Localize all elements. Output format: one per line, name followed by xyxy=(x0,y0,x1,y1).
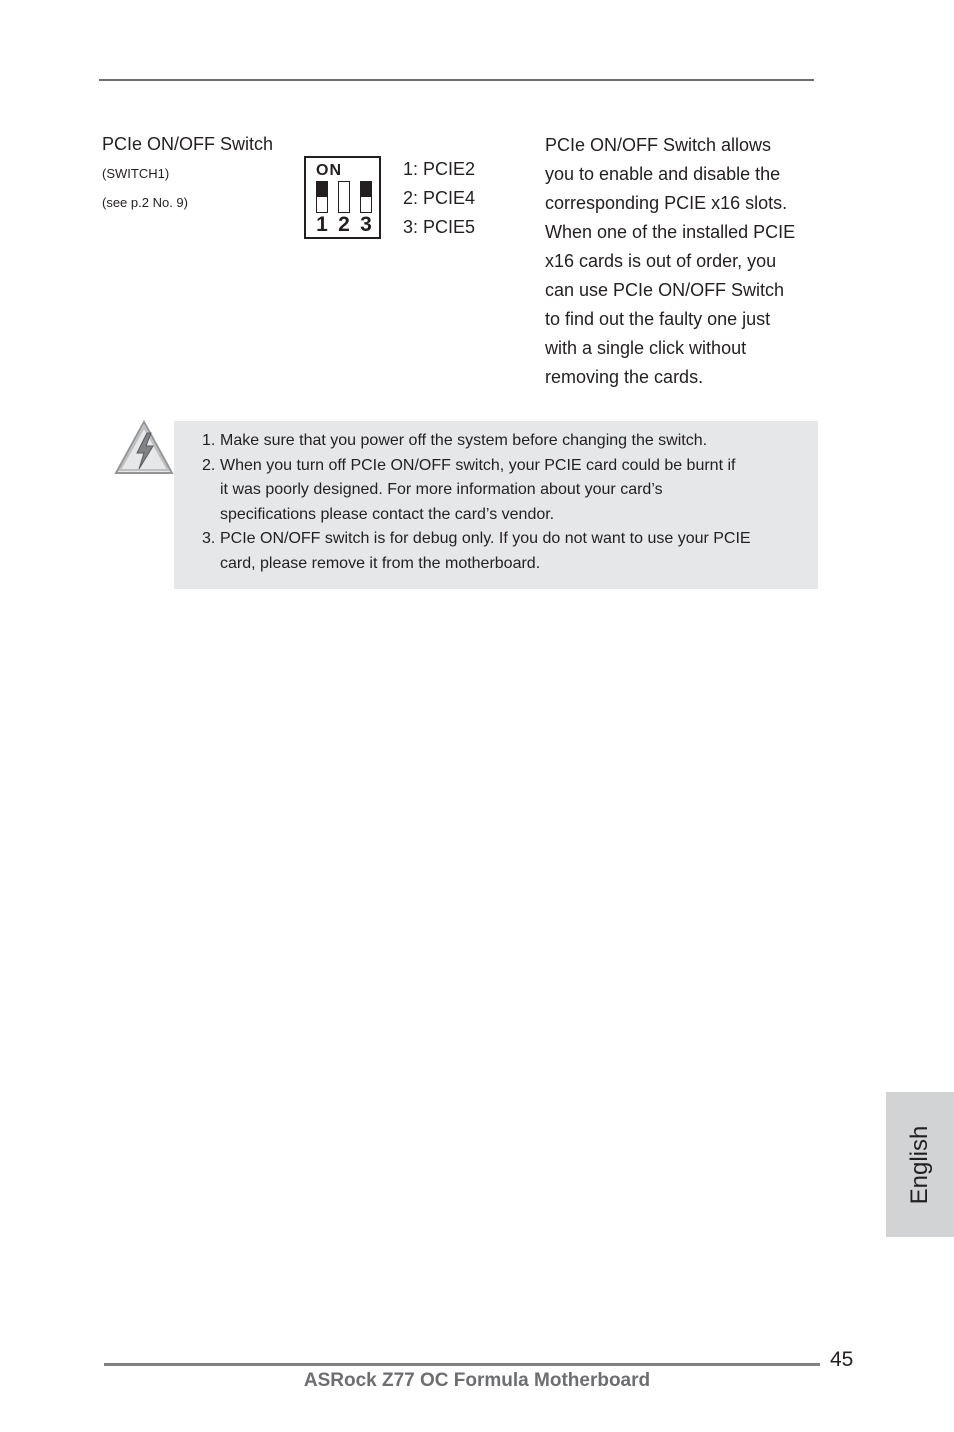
page-number: 45 xyxy=(830,1348,854,1371)
footer-title: ASRock Z77 OC Formula Motherboard xyxy=(303,1370,651,1391)
description-line: you to enable and disable the xyxy=(545,164,781,184)
bottom-rule xyxy=(104,1363,820,1366)
note-box xyxy=(174,421,818,589)
description-line: PCIe ON/OFF Switch allows xyxy=(545,135,772,155)
description-line: can use PCIe ON/OFF Switch xyxy=(545,280,785,300)
dip-switch-3 xyxy=(360,181,372,213)
note-item-2 xyxy=(203,454,803,528)
dip-number-2: 2 xyxy=(338,213,350,236)
description-line: removing the cards. xyxy=(545,367,704,387)
dip-knob-3 xyxy=(361,182,371,197)
note-item-1 xyxy=(203,429,803,454)
description-line: with a single click without xyxy=(545,338,747,358)
description-line: x16 cards is out of order, you xyxy=(545,251,777,271)
top-rule xyxy=(99,79,814,81)
note-line: When you turn off PCIe ON/OFF switch, your PCIE card could be burnt if xyxy=(220,456,736,474)
note-line: it was poorly designed. For more information about your card’s xyxy=(220,481,663,498)
description-line: to find out the faulty one just xyxy=(545,309,771,329)
description xyxy=(545,131,825,392)
dip-switch-diagram xyxy=(304,156,381,239)
note-line: Make sure that you power off the system before changing the switch. xyxy=(220,432,708,449)
section-title: PCIe ON/OFF Switch xyxy=(102,134,274,154)
language-tab-label: English xyxy=(906,1125,933,1204)
note-number: 3. xyxy=(202,530,216,547)
dip-switch-2 xyxy=(338,181,350,213)
mapping-item-2: 2: PCIE4 xyxy=(403,188,476,208)
description-line: corresponding PCIE x16 slots. xyxy=(545,193,788,213)
dip-switch-1 xyxy=(316,181,328,213)
switch-on-label: ON xyxy=(316,162,342,179)
note-line: PCIe ON/OFF switch is for debug only. If you do not want to use your PCIE xyxy=(220,530,751,547)
page-reference: (see p.2 No. 9) xyxy=(102,195,188,210)
switch-mapping-list xyxy=(403,155,475,242)
dip-number-3: 3 xyxy=(360,213,372,236)
dip-knob-1 xyxy=(317,182,327,197)
mapping-item-1: 1: PCIE2 xyxy=(403,159,476,179)
note-list xyxy=(203,429,803,576)
language-tab xyxy=(886,1092,954,1237)
note-number: 1. xyxy=(202,432,216,449)
description-line: When one of the installed PCIE xyxy=(545,222,796,242)
note-item-3 xyxy=(203,527,803,576)
warning-icon xyxy=(113,419,175,477)
dip-number-1: 1 xyxy=(316,213,328,236)
note-line: card, please remove it from the motherboard. xyxy=(220,554,541,572)
switch-id-label: (SWITCH1) xyxy=(102,166,170,181)
note-number: 2. xyxy=(202,456,216,474)
note-line: specifications please contact the card’s vendor. xyxy=(220,505,555,523)
mapping-item-3: 3: PCIE5 xyxy=(403,217,476,237)
